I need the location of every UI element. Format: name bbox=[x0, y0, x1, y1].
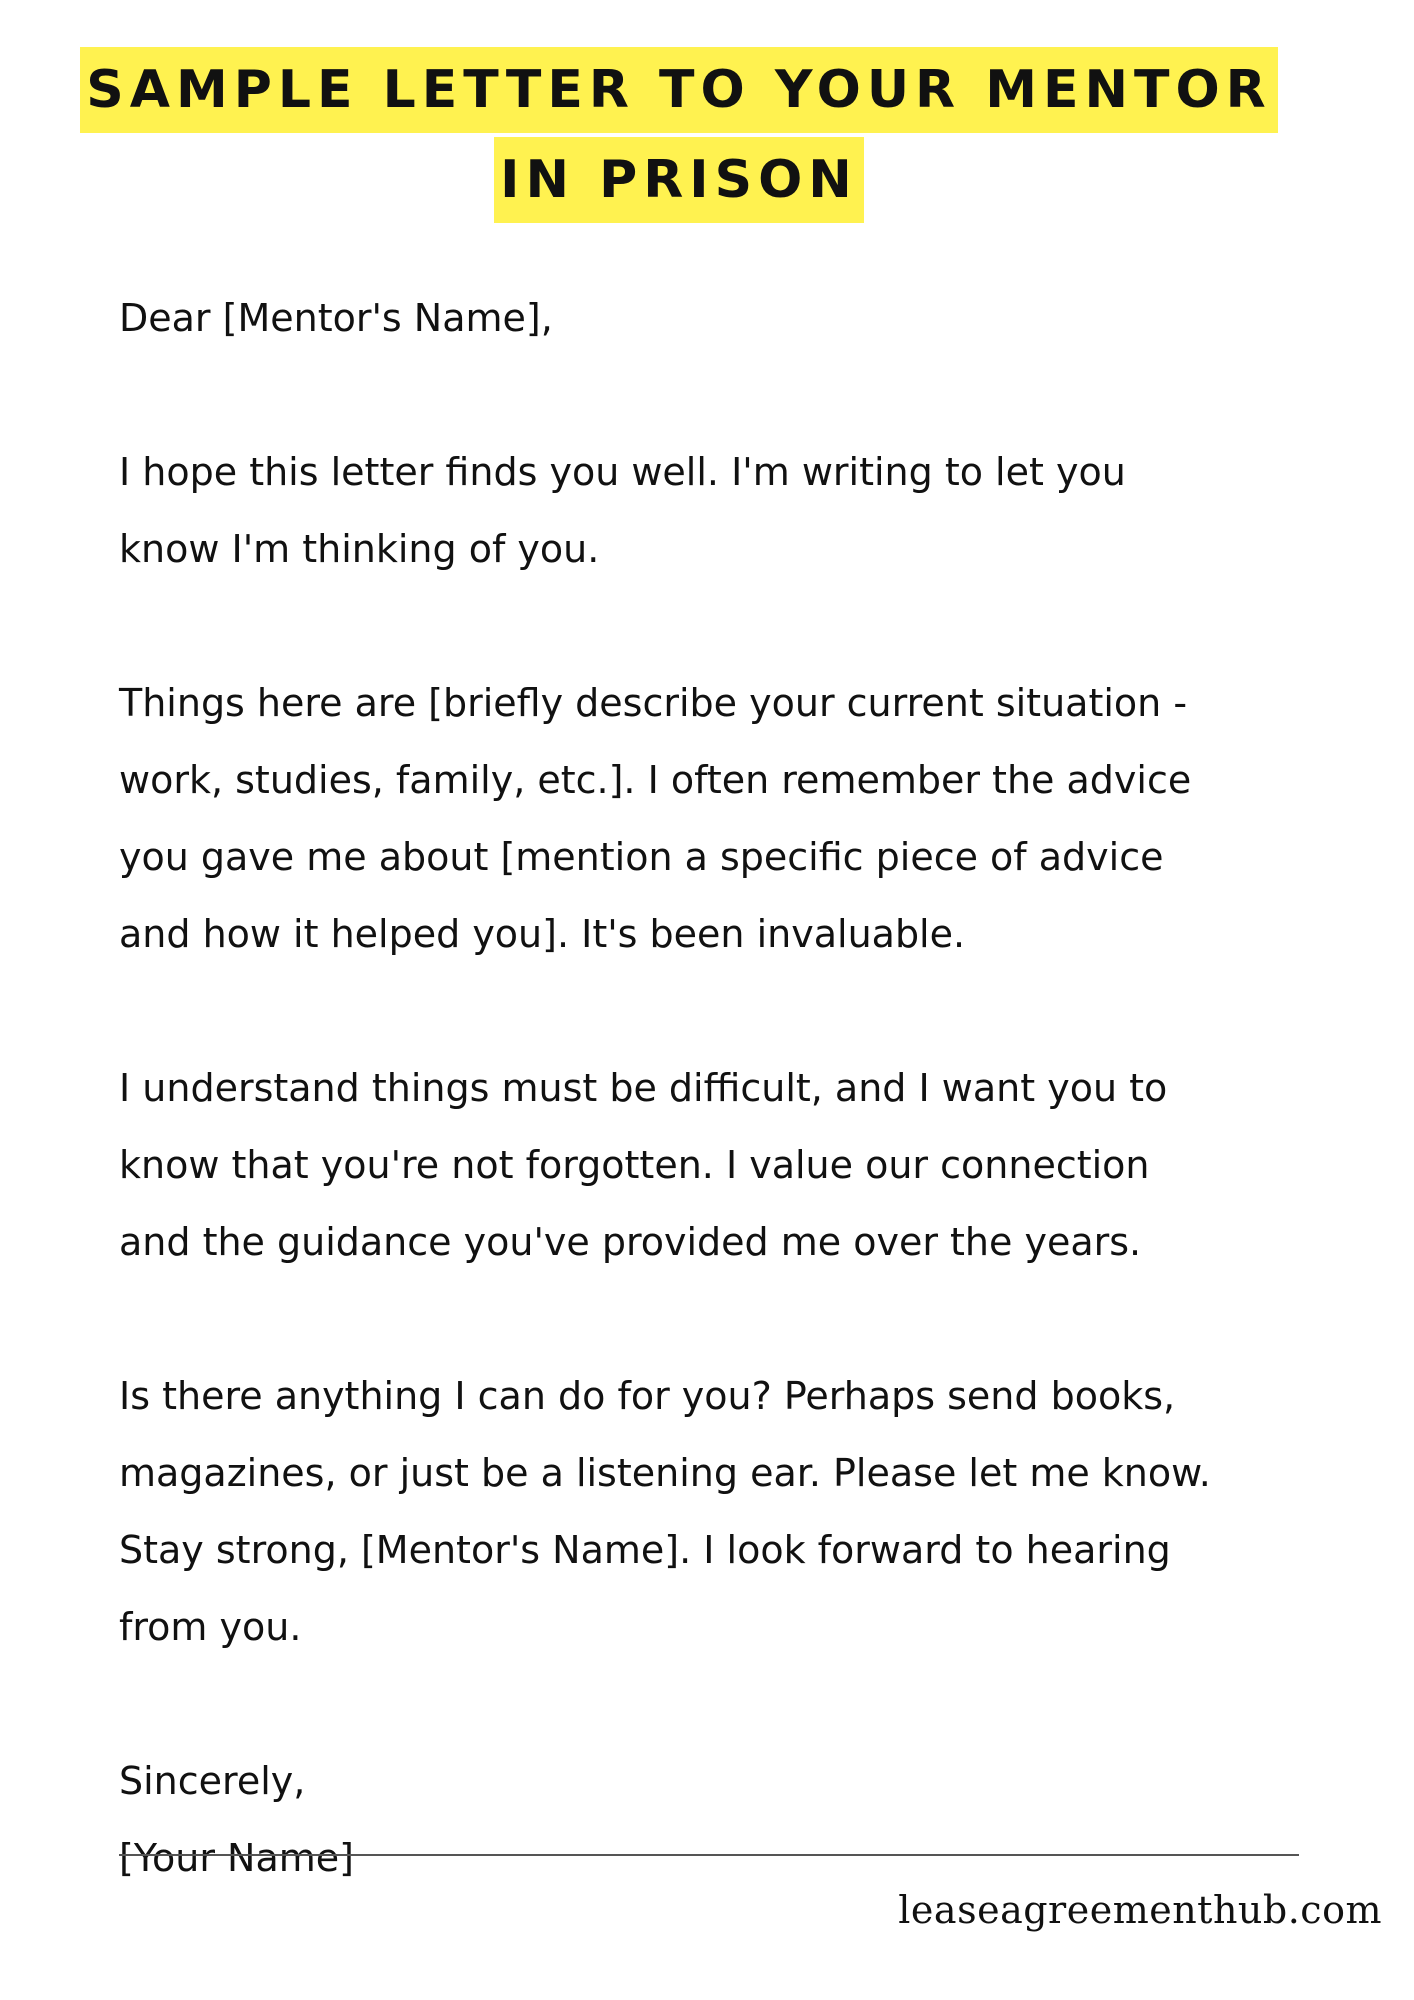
paragraph-line: Is there anything I can do for you? Perhaps send books, bbox=[119, 1374, 1176, 1418]
footer-website: leaseagreementhub.com bbox=[898, 1888, 1382, 1932]
closing-block bbox=[119, 1743, 1349, 1897]
paragraph-line: know I'm thinking of you. bbox=[119, 527, 600, 571]
paragraph-1 bbox=[119, 434, 1349, 588]
paragraph-3 bbox=[119, 1050, 1349, 1281]
salutation bbox=[119, 280, 1349, 357]
paragraph-line: from you. bbox=[119, 1605, 302, 1649]
letter-body bbox=[119, 280, 1349, 1897]
paragraph-line: and the guidance you've provided me over the years. bbox=[119, 1220, 1142, 1264]
title-line-1: SAMPLE LETTER TO YOUR MENTOR bbox=[80, 47, 1277, 133]
signature-line bbox=[119, 1854, 1299, 1856]
title-line-2: IN PRISON bbox=[494, 137, 864, 223]
paragraph-line: and how it helped you]. It's been invaluable. bbox=[119, 912, 966, 956]
paragraph-4 bbox=[119, 1358, 1349, 1666]
paragraph-line: work, studies, family, etc.]. I often remember the advice bbox=[119, 758, 1192, 802]
salutation-text: Dear [Mentor's Name], bbox=[119, 296, 553, 340]
paragraph-line: I hope this letter finds you well. I'm writing to let you bbox=[119, 450, 1126, 494]
paragraph-line: know that you're not forgotten. I value our connection bbox=[119, 1143, 1150, 1187]
paragraph-line: I understand things must be difficult, and I want you to bbox=[119, 1066, 1168, 1110]
paragraph-line: Things here are [briefly describe your current situation - bbox=[119, 681, 1188, 725]
paragraph-2 bbox=[119, 665, 1349, 973]
paragraph-line: magazines, or just be a listening ear. Please let me know. bbox=[119, 1451, 1211, 1495]
page-title bbox=[0, 47, 1414, 227]
signature-text: [Your Name] bbox=[119, 1836, 354, 1880]
paragraph-line: you gave me about [mention a specific piece of advice bbox=[119, 835, 1164, 879]
closing-text: Sincerely, bbox=[119, 1759, 306, 1803]
paragraph-line: Stay strong, [Mentor's Name]. I look forward to hearing bbox=[119, 1528, 1171, 1572]
